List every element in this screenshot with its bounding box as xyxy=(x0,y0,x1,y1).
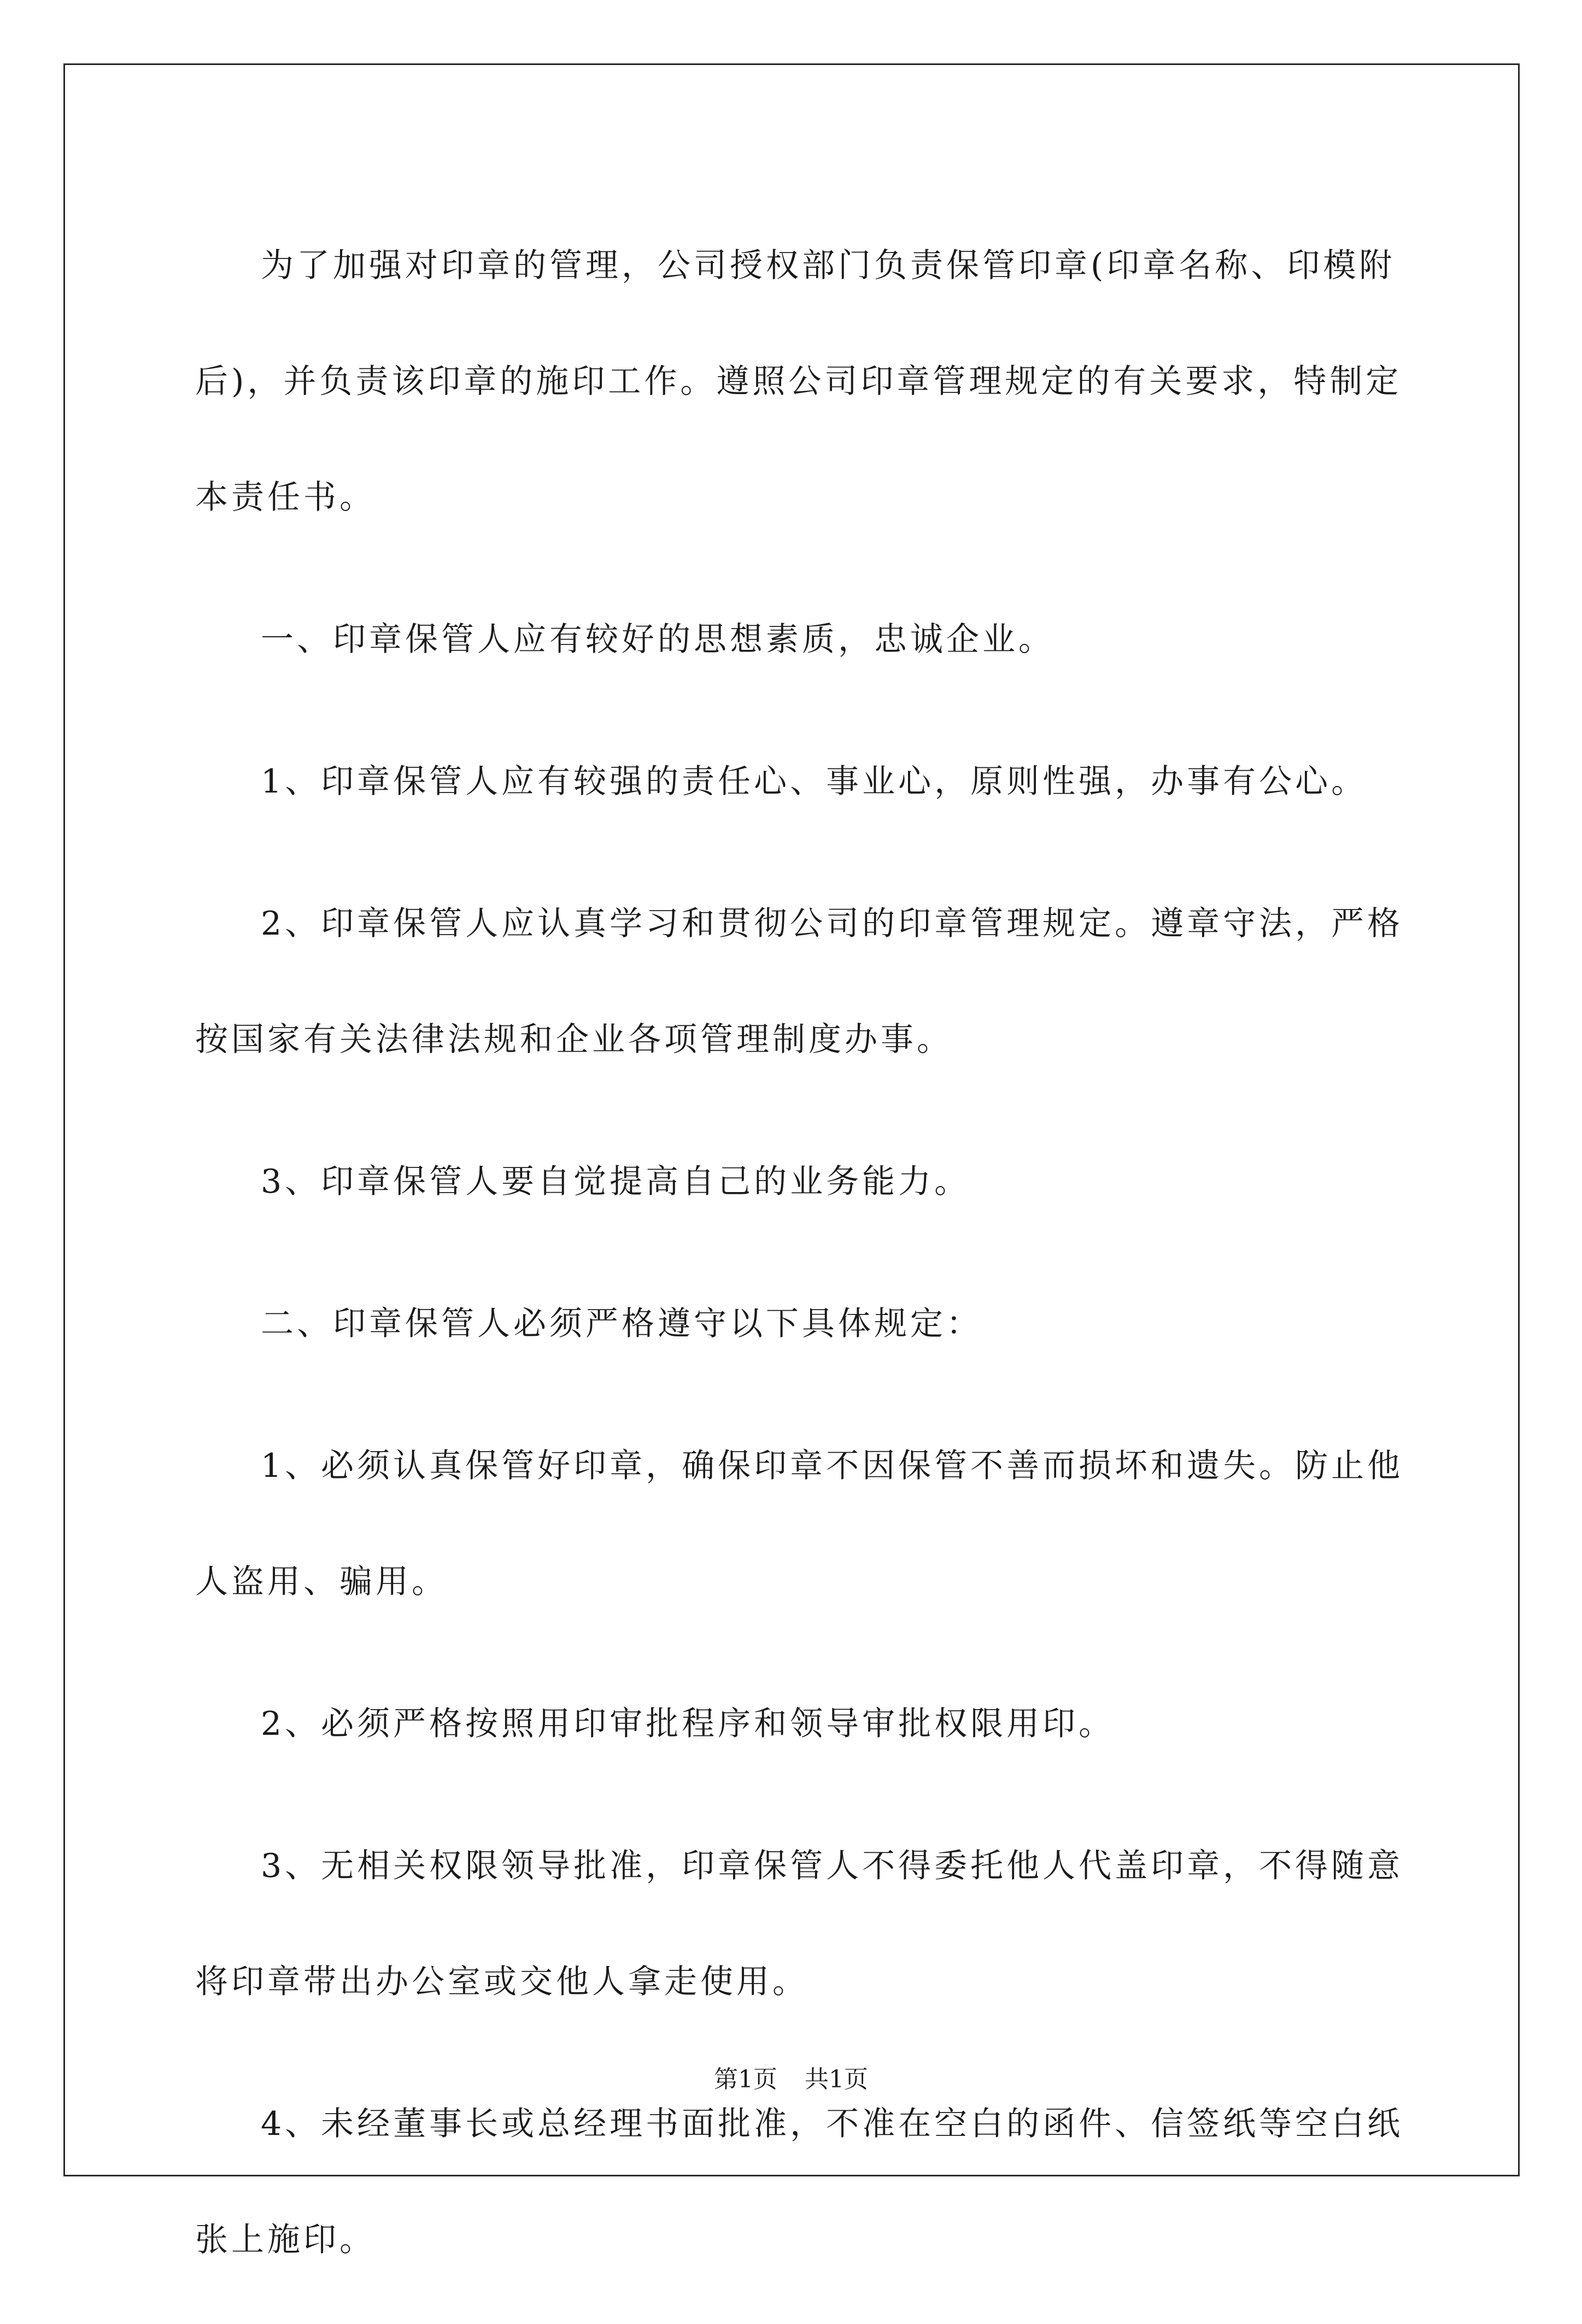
paragraph-section-2: 二、印章保管人必须严格遵守以下具体规定： xyxy=(261,1305,982,1343)
paragraph-item-1-1: 1、印章保管人应有较强的责任心、事业心，原则性强，办事有公心。 xyxy=(261,762,1368,801)
paragraph-item-2-2: 2、必须严格按照用印审批程序和领导审批权限用印。 xyxy=(261,1705,1115,1743)
paragraph-intro: 为了加强对印章的管理，公司授权部门负责保管印章(印章名称、印模附后)，并负责该印章的施印工作。遵照公司印章管理规定的有关要求，特制定本责任书。 xyxy=(195,247,1402,517)
paragraph-item-2-3: 3、无相关权限领导批准，印章保管人不得委托他人代盖印章，不得随意将印章带出办公室或交他人拿走使用。 xyxy=(195,1847,1404,2001)
page-total: 共1页 xyxy=(805,2065,868,2093)
paragraph-item-2-1: 1、必须认真保管好印章，确保印章不因保管不善而损坏和遗失。防止他人盗用、骗用。 xyxy=(195,1447,1404,1601)
paragraph-item-2-4: 4、未经董事长或总经理书面批准，不准在空白的函件、信签纸等空白纸张上施印。 xyxy=(195,2105,1404,2259)
document-body xyxy=(195,208,1414,2324)
paragraph-item-1-3: 3、印章保管人要自觉提高自己的业务能力。 xyxy=(261,1163,971,1201)
page-current: 第1页 xyxy=(714,2065,777,2093)
paragraph-item-1-2: 2、印章保管人应认真学习和贯彻公司的印章管理规定。遵章守法，严格按国家有关法律法规和企业各项管理制度办事。 xyxy=(195,905,1404,1059)
paragraph-section-1: 一、印章保管人应有较好的思想素质，忠诚企业。 xyxy=(261,620,1054,659)
page-footer xyxy=(0,2063,1582,2096)
